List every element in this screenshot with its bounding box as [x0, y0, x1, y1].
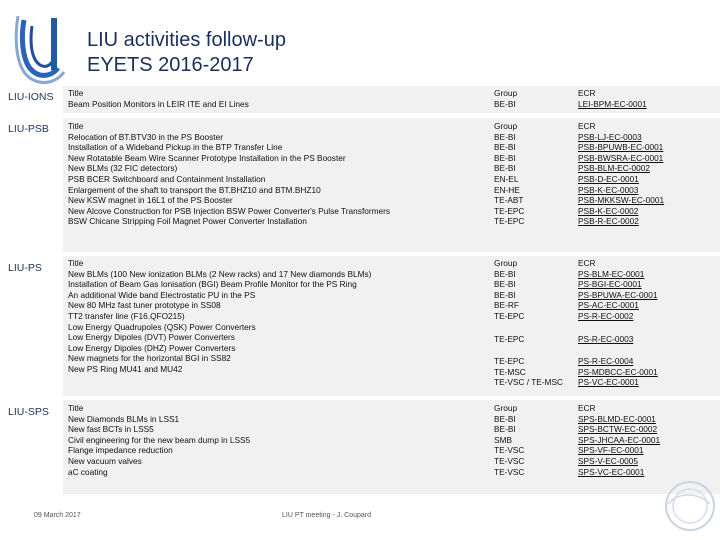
ecr-link[interactable]: PS-R-EC-0003: [578, 333, 634, 344]
cern-logo: [658, 474, 718, 534]
cell: New Diamonds BLMs in LSS1: [68, 413, 180, 424]
cell: TE-EPC: [494, 216, 525, 227]
cell: TE-ABT: [494, 195, 524, 206]
cell: Enlargement of the shaft to transport the BT.BHZ10 and BTM.BHZ10: [68, 184, 321, 195]
section-label-psb: LIU-PSB: [8, 123, 49, 135]
sps-ecrs: [578, 403, 660, 477]
ecr-link[interactable]: PS-BGI-EC-0001: [578, 279, 642, 290]
section-label-sps: LIU-SPS: [8, 406, 49, 418]
cell: An additional Wide band Electrostatic PU in the PS: [68, 289, 256, 300]
cell: Group: [494, 403, 518, 413]
cell: TE-EPC: [494, 356, 525, 367]
cell: BE-BI: [494, 268, 516, 279]
cell: Relocation of BT.BTV30 in the PS Booster: [68, 131, 223, 142]
cell: SMB: [494, 434, 512, 445]
cell: Group: [494, 88, 518, 98]
slide-title: [87, 28, 286, 78]
cell: Civil engineering for the new beam dump in LSS5: [68, 434, 251, 445]
ecr-link[interactable]: PS-R-EC-0004: [578, 356, 634, 367]
cell: BE-RF: [494, 300, 519, 311]
cell: New Rotatable Beam Wire Scanner Prototype Installation in the PS Booster: [68, 152, 346, 163]
ps-ecrs: [578, 258, 658, 388]
cell: BE-BI: [494, 163, 516, 174]
cell: BE-BI: [494, 152, 516, 163]
cell: Installation of Beam Gas Ionisation (BGI) Beam Profile Monitor for the PS Ring: [68, 279, 357, 290]
cell: BE-BI: [494, 289, 516, 300]
cell: aC coating: [68, 466, 108, 477]
cell: TE-VSC: [494, 466, 525, 477]
cell: TE-VSC: [494, 445, 525, 456]
ecr-link[interactable]: PS-AC-EC-0001: [578, 300, 639, 311]
cell: EN-EL: [494, 173, 519, 184]
cell: Title: [68, 121, 84, 131]
cell: ECR: [578, 403, 596, 413]
ions-groups: [494, 88, 517, 109]
ecr-link[interactable]: PSB-D-EC-0001: [578, 173, 639, 184]
cell: New fast BCTs in LSS5: [68, 424, 154, 435]
cell: New KSW magnet in 16L1 of the PS Booster: [68, 195, 233, 206]
sps-groups: [494, 403, 524, 477]
cell: New BLMs (100 New ionization BLMs (2 New racks) and 17 New diamonds BLMs): [68, 268, 372, 279]
ecr-link[interactable]: PSB-MKKSW-EC-0001: [578, 195, 665, 206]
ecr-link[interactable]: LEI-BPM-EC-0001: [578, 98, 647, 109]
cell: BE-BI: [494, 413, 516, 424]
ecr-link[interactable]: SPS-BCTW-EC-0002: [578, 424, 658, 435]
cell: EN-HE: [494, 184, 520, 195]
cell: TE-MSC: [494, 366, 526, 377]
cell: New vacuum valves: [68, 455, 142, 466]
ecr-link[interactable]: SPS-JHCAA-EC-0001: [578, 434, 661, 445]
cell: Title: [68, 258, 84, 268]
ecr-link[interactable]: SPS-BLMD-EC-0001: [578, 413, 656, 424]
spacer: [578, 344, 658, 356]
cell: Low Energy Quadrupoles (QSK) Power Converters: [68, 321, 256, 332]
sps-titles: [68, 403, 250, 477]
title-line-1: LIU activities follow-up: [87, 29, 286, 51]
ecr-link[interactable]: PSB-LJ-EC-0003: [578, 131, 642, 142]
cell: New 80 MHz fast tuner prototype in SS08: [68, 300, 221, 311]
ecr-link[interactable]: PS-BPUWA-EC-0001: [578, 289, 658, 300]
ecr-link[interactable]: PSB-K-EC-0003: [578, 184, 639, 195]
ps-titles: [68, 258, 371, 375]
section-label-ps: LIU-PS: [8, 262, 42, 274]
ions-ecrs: [578, 88, 647, 109]
ecr-link[interactable]: PSB-BLM-EC-0002: [578, 163, 650, 174]
cell: PSB BCER Switchboard and Containment Installation: [68, 173, 266, 184]
psb-groups: [494, 121, 524, 227]
cell: BE-BI: [494, 98, 516, 109]
ecr-link[interactable]: SPS-VC-EC-0001: [578, 466, 645, 477]
psb-ecrs: [578, 121, 664, 227]
ecr-link[interactable]: PS-VC-EC-0001: [578, 377, 639, 388]
cell: New Alcove Construction for PSB Injection BSW Power Converter's Pulse Transformers: [68, 205, 391, 216]
cell: BE-BI: [494, 142, 516, 153]
ecr-link[interactable]: PS-R-EC-0002: [578, 310, 634, 321]
cell: Title: [68, 88, 84, 98]
cell: BE-BI: [494, 424, 516, 435]
spacer: [494, 322, 563, 334]
cell: ECR: [578, 88, 596, 98]
spacer: [494, 344, 563, 356]
cell: New PS Ring MU41 and MU42: [68, 363, 183, 374]
cell: New magnets for the horizontal BGI in SS82: [68, 353, 231, 364]
title-line-2: EYETS 2016-2017: [87, 54, 254, 76]
cell: ECR: [578, 121, 596, 131]
ions-titles: [68, 88, 249, 109]
section-label-ions: LIU-IONS: [8, 91, 54, 103]
cell: Group: [494, 258, 518, 268]
cell: TE-VSC: [494, 455, 525, 466]
ecr-link[interactable]: SPS-V-EC-0005: [578, 455, 638, 466]
cell: TE-VSC / TE-MSC: [494, 377, 563, 388]
cell: TE-EPC: [494, 333, 525, 344]
ecr-link[interactable]: SPS-VF-EC-0001: [578, 445, 644, 456]
liu-logo: [12, 14, 74, 84]
cell: New BLMs (32 FIC detectors): [68, 163, 178, 174]
cell: Low Energy Dipoles (DVT) Power Converters: [68, 332, 235, 343]
cell: BE-BI: [494, 131, 516, 142]
cell: Installation of a Wideband Pickup in the BTP Transfer Line: [68, 142, 283, 153]
cell: Title: [68, 403, 84, 413]
ecr-link[interactable]: PSB-K-EC-0002: [578, 205, 639, 216]
footer-meeting: LIU PT meeting - J. Coupard: [282, 512, 371, 519]
ecr-link[interactable]: PS-MDBCC-EC-0001: [578, 366, 658, 377]
footer-date: 09 March 2017: [34, 512, 81, 519]
cell: TE-EPC: [494, 205, 525, 216]
cell: BE-BI: [494, 279, 516, 290]
ecr-link[interactable]: PSB-BWSRA-EC-0001: [578, 152, 664, 163]
ecr-link[interactable]: PSB-BPUWB-EC-0001: [578, 142, 664, 153]
cell: Low Energy Dipoles (DHZ) Power Converters: [68, 342, 236, 353]
cell: Beam Position Monitors in LEIR ITE and EI Lines: [68, 98, 249, 109]
cell: BSW Chicane Stripping Foil Magnet Power Converter Installation: [68, 216, 307, 227]
cell: ECR: [578, 258, 596, 268]
psb-titles: [68, 121, 390, 227]
cell: Group: [494, 121, 518, 131]
spacer: [578, 322, 658, 334]
ecr-link[interactable]: PS-BLM-EC-0001: [578, 268, 645, 279]
ecr-link[interactable]: PSB-R-EC-0002: [578, 216, 639, 227]
cell: Flange impedance reduction: [68, 445, 173, 456]
cell: TE-EPC: [494, 310, 525, 321]
ps-groups: [494, 258, 563, 388]
cell: TT2 transfer line (F16.QFO215): [68, 310, 185, 321]
